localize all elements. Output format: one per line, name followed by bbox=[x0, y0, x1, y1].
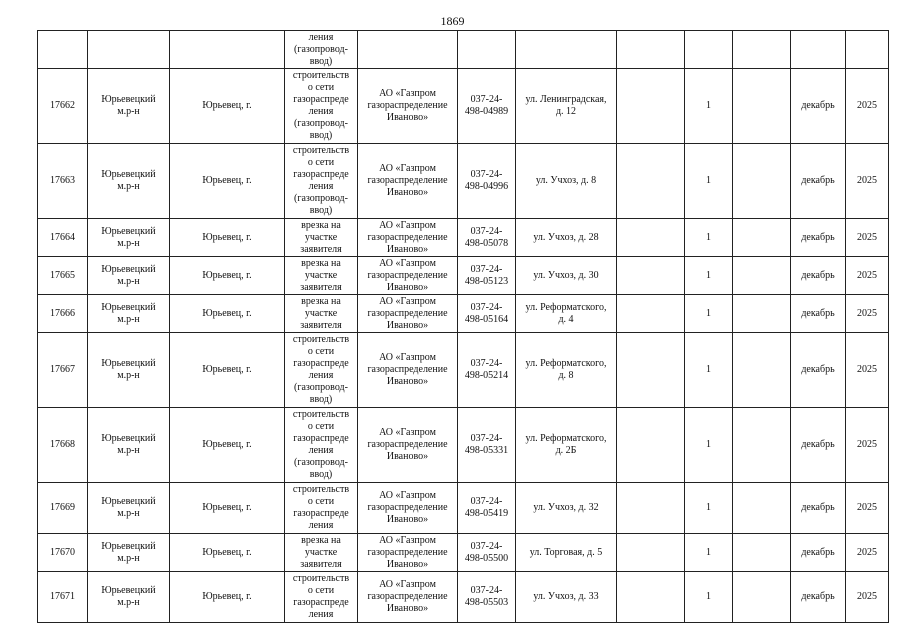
city-name-cell bbox=[170, 219, 285, 257]
organization-name: АО «Газпром газораспределение Иваново» bbox=[367, 534, 448, 570]
address: ул. Учхоз, д. 8 bbox=[535, 175, 597, 186]
address: ул. Учхоз, д. 28 bbox=[533, 231, 599, 243]
month-cell bbox=[791, 144, 846, 219]
address-cell bbox=[516, 69, 617, 144]
city-name: Юрьевец, г. bbox=[202, 364, 252, 375]
organization-name: АО «Газпром газораспределение Иваново» bbox=[367, 490, 448, 525]
empty-cell bbox=[617, 333, 685, 408]
month: декабрь bbox=[801, 439, 835, 450]
year-cell bbox=[846, 333, 889, 408]
connection-kind-cell bbox=[285, 144, 358, 219]
address: ул. Учхоз, д. 33 bbox=[533, 591, 599, 602]
row-number-cell bbox=[38, 144, 88, 219]
city-name: Юрьевец, г. bbox=[202, 269, 252, 281]
year: 2025 bbox=[857, 100, 877, 111]
row-number: 17666 bbox=[50, 307, 75, 319]
organization-name-cell bbox=[358, 257, 458, 295]
application-code: 037-24- 498-05123 bbox=[464, 263, 509, 287]
quantity: 1 bbox=[706, 100, 711, 111]
year: 2025 bbox=[857, 591, 877, 602]
empty-cell bbox=[733, 333, 791, 408]
year-cell bbox=[846, 295, 889, 333]
quantity-cell bbox=[685, 534, 733, 572]
quantity: 1 bbox=[706, 269, 711, 281]
empty-cell bbox=[733, 295, 791, 333]
year: 2025 bbox=[857, 269, 877, 281]
organization-name-cell bbox=[358, 144, 458, 219]
empty-cell bbox=[617, 534, 685, 572]
empty-cell bbox=[617, 483, 685, 534]
month-cell bbox=[791, 295, 846, 333]
application-code-cell bbox=[458, 295, 516, 333]
organization-name-cell bbox=[358, 483, 458, 534]
connection-kind-cell bbox=[285, 483, 358, 534]
district-name-cell bbox=[88, 69, 170, 144]
month-cell bbox=[791, 534, 846, 572]
table-row bbox=[38, 572, 889, 623]
organization-name: АО «Газпром газораспределение Иваново» bbox=[367, 352, 448, 387]
row-number-cell bbox=[38, 534, 88, 572]
row-number: 17663 bbox=[50, 175, 75, 186]
quantity: 1 bbox=[706, 231, 711, 243]
application-code: 037-24- 498-05214 bbox=[464, 358, 509, 381]
empty-cell bbox=[733, 534, 791, 572]
month: декабрь bbox=[801, 100, 835, 111]
application-code-cell bbox=[458, 483, 516, 534]
organization-name-cell bbox=[358, 333, 458, 408]
row-number-cell bbox=[38, 483, 88, 534]
connection-kind-cell bbox=[285, 534, 358, 572]
application-code: 037-24- 498-05503 bbox=[464, 585, 509, 608]
table-row bbox=[38, 333, 889, 408]
city-name-cell bbox=[170, 257, 285, 295]
row-number-cell bbox=[38, 69, 88, 144]
month-cell bbox=[791, 69, 846, 144]
table-row bbox=[38, 69, 889, 144]
year-cell bbox=[846, 572, 889, 623]
row-number: 17667 bbox=[50, 364, 75, 375]
empty-cell bbox=[617, 219, 685, 257]
district-name-cell bbox=[88, 333, 170, 408]
organization-name-cell bbox=[358, 219, 458, 257]
connection-kind: строительств о сети газораспреде ления (газопровод- ввод) bbox=[292, 145, 350, 216]
quantity: 1 bbox=[706, 502, 711, 513]
month-cell bbox=[791, 408, 846, 483]
quantity-cell bbox=[685, 572, 733, 623]
connection-kind-cell bbox=[285, 31, 358, 69]
connection-kind: врезка на участке заявителя bbox=[300, 295, 342, 331]
application-code-cell bbox=[458, 69, 516, 144]
quantity: 1 bbox=[706, 546, 711, 558]
district-name-cell bbox=[88, 257, 170, 295]
month: декабрь bbox=[801, 546, 835, 558]
application-code-cell bbox=[458, 534, 516, 572]
city-name-cell bbox=[170, 534, 285, 572]
connection-kind-cell bbox=[285, 408, 358, 483]
organization-name-cell bbox=[358, 408, 458, 483]
connection-kind: строительств о сети газораспреде ления (газопровод- ввод) bbox=[292, 409, 350, 480]
connection-kind: врезка на участке заявителя bbox=[300, 534, 342, 570]
connection-kind-cell bbox=[285, 333, 358, 408]
connection-kind: строительств о сети газораспреде ления bbox=[292, 573, 350, 620]
organization-name-cell bbox=[358, 572, 458, 623]
application-code: 037-24- 498-04989 bbox=[464, 94, 509, 117]
row-number-cell bbox=[38, 257, 88, 295]
connections-table bbox=[37, 30, 889, 623]
month: декабрь bbox=[801, 591, 835, 602]
page-number: 1869 bbox=[440, 14, 465, 28]
year: 2025 bbox=[857, 439, 877, 450]
year-cell bbox=[846, 534, 889, 572]
district-name: Юрьевецкий м.р-н bbox=[101, 94, 156, 117]
table-row bbox=[38, 534, 889, 572]
district-name-cell bbox=[88, 572, 170, 623]
address: ул. Реформатского, д. 4 bbox=[525, 301, 607, 325]
quantity: 1 bbox=[706, 307, 711, 319]
organization-name: АО «Газпром газораспределение Иваново» bbox=[367, 257, 448, 293]
address-cell bbox=[516, 534, 617, 572]
quantity-cell bbox=[685, 144, 733, 219]
application-code-cell bbox=[458, 408, 516, 483]
application-code: 037-24- 498-04996 bbox=[464, 169, 509, 192]
table-row bbox=[38, 219, 889, 257]
district-name: Юрьевецкий м.р-н bbox=[101, 540, 156, 564]
application-code-cell bbox=[458, 333, 516, 408]
connection-kind: ления (газопровод- ввод) bbox=[294, 31, 348, 67]
month: декабрь bbox=[801, 307, 835, 319]
organization-name: АО «Газпром газораспределение Иваново» bbox=[367, 219, 448, 255]
row-number: 17668 bbox=[50, 439, 75, 450]
application-code: 037-24- 498-05419 bbox=[464, 496, 509, 519]
city-name: Юрьевец, г. bbox=[202, 100, 252, 111]
year: 2025 bbox=[857, 546, 877, 558]
organization-name-cell bbox=[358, 295, 458, 333]
empty-cell bbox=[617, 408, 685, 483]
connection-kind-cell bbox=[285, 257, 358, 295]
application-code-cell bbox=[458, 219, 516, 257]
connection-kind: строительств о сети газораспреде ления bbox=[292, 484, 350, 531]
city-name: Юрьевец, г. bbox=[202, 502, 252, 513]
empty-cell bbox=[733, 219, 791, 257]
quantity-cell bbox=[685, 295, 733, 333]
connection-kind: врезка на участке заявителя bbox=[300, 219, 342, 255]
district-name-cell bbox=[88, 219, 170, 257]
year-cell bbox=[846, 483, 889, 534]
district-name: Юрьевецкий м.р-н bbox=[101, 225, 156, 249]
district-name-cell bbox=[88, 295, 170, 333]
district-name: Юрьевецкий м.р-н bbox=[101, 301, 156, 325]
year-cell bbox=[846, 219, 889, 257]
row-number-cell bbox=[38, 333, 88, 408]
quantity: 1 bbox=[706, 175, 711, 186]
address: ул. Реформатского, д. 2Б bbox=[525, 433, 607, 456]
year: 2025 bbox=[857, 364, 877, 375]
month-cell bbox=[791, 572, 846, 623]
connection-kind: строительств о сети газораспреде ления (газопровод- ввод) bbox=[292, 334, 350, 405]
row-number: 17664 bbox=[50, 231, 75, 243]
city-name: Юрьевец, г. bbox=[202, 591, 252, 602]
address-cell bbox=[516, 257, 617, 295]
empty-cell bbox=[733, 257, 791, 295]
organization-name: АО «Газпром газораспределение Иваново» bbox=[367, 579, 448, 614]
month-cell bbox=[791, 257, 846, 295]
district-name: Юрьевецкий м.р-н bbox=[101, 433, 156, 456]
row-number: 17669 bbox=[50, 502, 75, 513]
connection-kind-cell bbox=[285, 295, 358, 333]
year-cell bbox=[846, 144, 889, 219]
district-name: Юрьевецкий м.р-н bbox=[101, 169, 156, 192]
row-number-cell bbox=[38, 408, 88, 483]
empty-cell bbox=[733, 408, 791, 483]
quantity-cell bbox=[685, 69, 733, 144]
address-cell bbox=[516, 408, 617, 483]
city-name-cell bbox=[170, 572, 285, 623]
city-name: Юрьевец, г. bbox=[202, 546, 252, 558]
empty-cell bbox=[733, 69, 791, 144]
city-name: Юрьевец, г. bbox=[202, 175, 252, 186]
organization-name-cell bbox=[358, 69, 458, 144]
address-cell bbox=[516, 295, 617, 333]
city-name-cell bbox=[170, 333, 285, 408]
row-number: 17671 bbox=[50, 591, 75, 602]
address-cell bbox=[516, 572, 617, 623]
address-cell bbox=[516, 483, 617, 534]
year: 2025 bbox=[857, 231, 877, 243]
address: ул. Учхоз, д. 30 bbox=[533, 269, 599, 281]
row-number: 17670 bbox=[50, 546, 75, 558]
year-cell bbox=[846, 257, 889, 295]
city-name: Юрьевец, г. bbox=[202, 307, 252, 319]
connection-kind-cell bbox=[285, 69, 358, 144]
application-code-cell bbox=[458, 572, 516, 623]
month: декабрь bbox=[801, 502, 835, 513]
address-cell bbox=[516, 333, 617, 408]
city-name-cell bbox=[170, 483, 285, 534]
empty-cell bbox=[733, 572, 791, 623]
application-code: 037-24- 498-05500 bbox=[464, 540, 509, 564]
address: ул. Учхоз, д. 32 bbox=[533, 502, 599, 513]
row-number: 17665 bbox=[50, 269, 75, 281]
row-number-cell bbox=[38, 219, 88, 257]
city-name-cell bbox=[170, 144, 285, 219]
connection-kind-cell bbox=[285, 219, 358, 257]
month: декабрь bbox=[801, 175, 835, 186]
empty-cell bbox=[617, 144, 685, 219]
empty-cell bbox=[617, 572, 685, 623]
district-name: Юрьевецкий м.р-н bbox=[101, 496, 156, 519]
row-number: 17662 bbox=[50, 100, 75, 111]
quantity-cell bbox=[685, 408, 733, 483]
table-row bbox=[38, 295, 889, 333]
application-code: 037-24- 498-05331 bbox=[464, 433, 509, 456]
month-cell bbox=[791, 219, 846, 257]
empty-cell bbox=[617, 257, 685, 295]
organization-name-cell bbox=[358, 534, 458, 572]
quantity-cell bbox=[685, 333, 733, 408]
address-cell bbox=[516, 144, 617, 219]
connection-kind: строительств о сети газораспреде ления (газопровод- ввод) bbox=[292, 70, 350, 141]
address: ул. Торговая, д. 5 bbox=[529, 546, 603, 558]
district-name-cell bbox=[88, 144, 170, 219]
month: декабрь bbox=[801, 231, 835, 243]
application-code: 037-24- 498-05078 bbox=[464, 225, 509, 249]
quantity: 1 bbox=[706, 364, 711, 375]
empty-cell bbox=[733, 144, 791, 219]
connection-kind-cell bbox=[285, 572, 358, 623]
year: 2025 bbox=[857, 502, 877, 513]
quantity: 1 bbox=[706, 591, 711, 602]
district-name-cell bbox=[88, 408, 170, 483]
month-cell bbox=[791, 333, 846, 408]
application-code-cell bbox=[458, 257, 516, 295]
address: ул. Ленинградская, д. 12 bbox=[525, 94, 607, 117]
year-cell bbox=[846, 69, 889, 144]
application-code-cell bbox=[458, 144, 516, 219]
organization-name: АО «Газпром газораспределение Иваново» bbox=[367, 88, 448, 123]
city-name-cell bbox=[170, 69, 285, 144]
district-name: Юрьевецкий м.р-н bbox=[101, 358, 156, 381]
empty-cell bbox=[617, 69, 685, 144]
city-name-cell bbox=[170, 408, 285, 483]
district-name: Юрьевецкий м.р-н bbox=[101, 585, 156, 608]
row-number-cell bbox=[38, 295, 88, 333]
organization-name: АО «Газпром газораспределение Иваново» bbox=[367, 295, 448, 331]
quantity-cell bbox=[685, 257, 733, 295]
organization-name: АО «Газпром газораспределение Иваново» bbox=[367, 427, 448, 462]
empty-cell bbox=[733, 483, 791, 534]
row-number-cell bbox=[38, 572, 88, 623]
quantity: 1 bbox=[706, 439, 711, 450]
connection-kind: врезка на участке заявителя bbox=[300, 257, 342, 293]
table-row bbox=[38, 144, 889, 219]
month: декабрь bbox=[801, 364, 835, 375]
city-name-cell bbox=[170, 295, 285, 333]
continued-row bbox=[38, 31, 889, 69]
year-cell bbox=[846, 408, 889, 483]
quantity-cell bbox=[685, 219, 733, 257]
district-name-cell bbox=[88, 534, 170, 572]
address: ул. Реформатского, д. 8 bbox=[525, 358, 607, 381]
organization-name: АО «Газпром газораспределение Иваново» bbox=[367, 163, 448, 198]
month: декабрь bbox=[801, 269, 835, 281]
district-name: Юрьевецкий м.р-н bbox=[101, 263, 156, 287]
application-code: 037-24- 498-05164 bbox=[464, 301, 509, 325]
city-name: Юрьевец, г. bbox=[202, 231, 252, 243]
table-row bbox=[38, 483, 889, 534]
address-cell bbox=[516, 219, 617, 257]
year: 2025 bbox=[857, 307, 877, 319]
table-row bbox=[38, 408, 889, 483]
city-name: Юрьевец, г. bbox=[202, 439, 252, 450]
table-row bbox=[38, 257, 889, 295]
empty-cell bbox=[617, 295, 685, 333]
month-cell bbox=[791, 483, 846, 534]
district-name-cell bbox=[88, 483, 170, 534]
quantity-cell bbox=[685, 483, 733, 534]
year: 2025 bbox=[857, 175, 877, 186]
